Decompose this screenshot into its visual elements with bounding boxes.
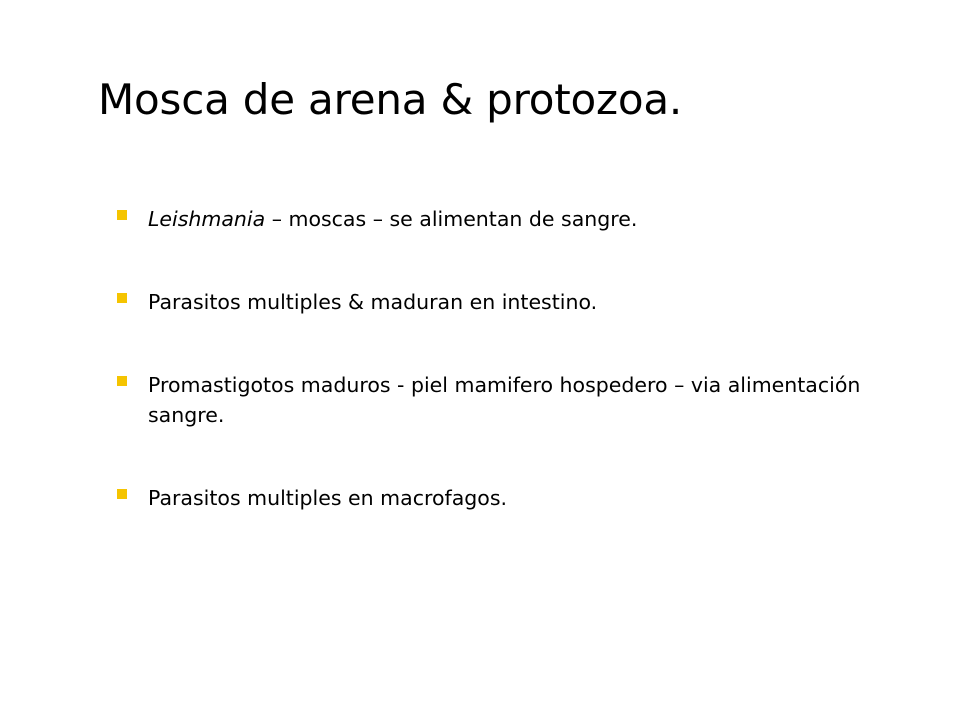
slide-title: Mosca de arena & protozoa. [98, 75, 683, 124]
bullet-text: – moscas – se alimentan de sangre. [265, 207, 638, 231]
bullet-item-4 [114, 483, 894, 513]
bullet-list [114, 204, 894, 566]
bullet-text: Promastigotos maduros - piel mamifero hospedero – via alimentación sangre. [148, 373, 861, 427]
bullet-item-1 [114, 204, 894, 234]
bullet-italic-term: Leishmania [148, 207, 266, 231]
square-bullet-icon [117, 489, 127, 499]
bullet-text: Parasitos multiples en macrofagos. [148, 486, 508, 510]
square-bullet-icon [117, 376, 127, 386]
square-bullet-icon [117, 210, 127, 220]
bullet-item-2 [114, 287, 894, 317]
bullet-item-3 [114, 370, 894, 430]
bullet-text: Parasitos multiples & maduran en intestino. [148, 290, 598, 314]
square-bullet-icon [117, 293, 127, 303]
